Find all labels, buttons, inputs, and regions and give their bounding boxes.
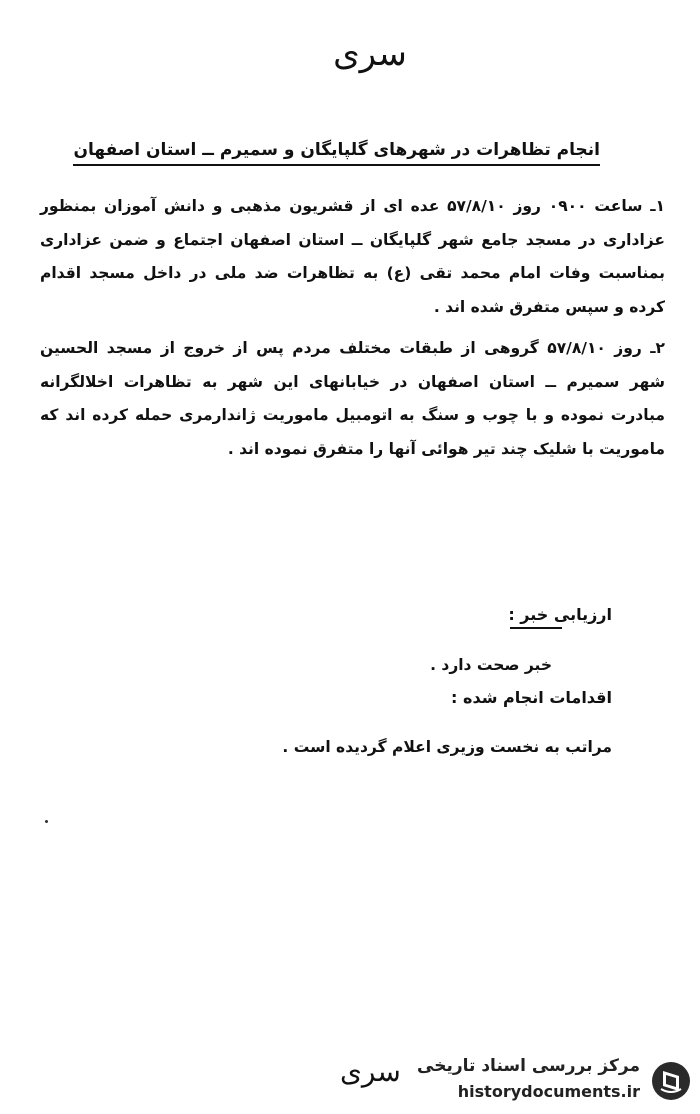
evaluation-underline (510, 627, 562, 629)
actions-label: اقدامات انجام شده : (451, 688, 612, 707)
archive-logo-icon (650, 1060, 692, 1102)
paragraph-2: ۲ـ روز ۵۷/۸/۱۰ گروهی از طبقات مختلف مردم پس از خروج از مسجد الحسین شهر سمیرم ــ استان اصفهان در خیابانهای این شهر به تظاهرات اخلالگرانه مبادرت نموده و با چوب و سنگ به اتومبیل ماموریت ژاندارمری حمله کرده اند که ماموریت با شلیک چند تیر هوائی آنها را متفرق نموده اند . (40, 339, 665, 458)
watermark-name: مرکز بررسی اسناد تاریخی (417, 1056, 640, 1076)
evaluation-label: ارزیابی خبر : (508, 605, 612, 624)
classification-stamp-bottom: سری (340, 1055, 401, 1088)
document-body (40, 190, 665, 466)
actions-text: مراتب به نخست وزیری اعلام گردیده است . (282, 738, 612, 756)
paragraph-1: ۱ـ ساعت ۰۹۰۰ روز ۵۷/۸/۱۰ عده ای از قشریون مذهبی و دانش آموزان بمنظور عزاداری در مسجد جامع شهر گلپایگان ــ استان اصفهان اجتماع و ضمن عزاداری بمناسبت وفات امام محمد تقی (ع) به تظاهرات ضد ملی در داخل مسجد اقدام کرده و سپس متفرق شده اند . (40, 197, 665, 316)
evaluation-text: خبر صحت دارد . (430, 656, 552, 674)
watermark-url: historydocuments.ir (457, 1082, 640, 1101)
document-title: انجام تظاهرات در شهرهای گلپایگان و سمیرم ــ استان اصفهان (73, 140, 600, 166)
margin-mark (45, 820, 48, 823)
classification-stamp-top: سری (333, 34, 407, 74)
watermark (392, 1052, 692, 1110)
